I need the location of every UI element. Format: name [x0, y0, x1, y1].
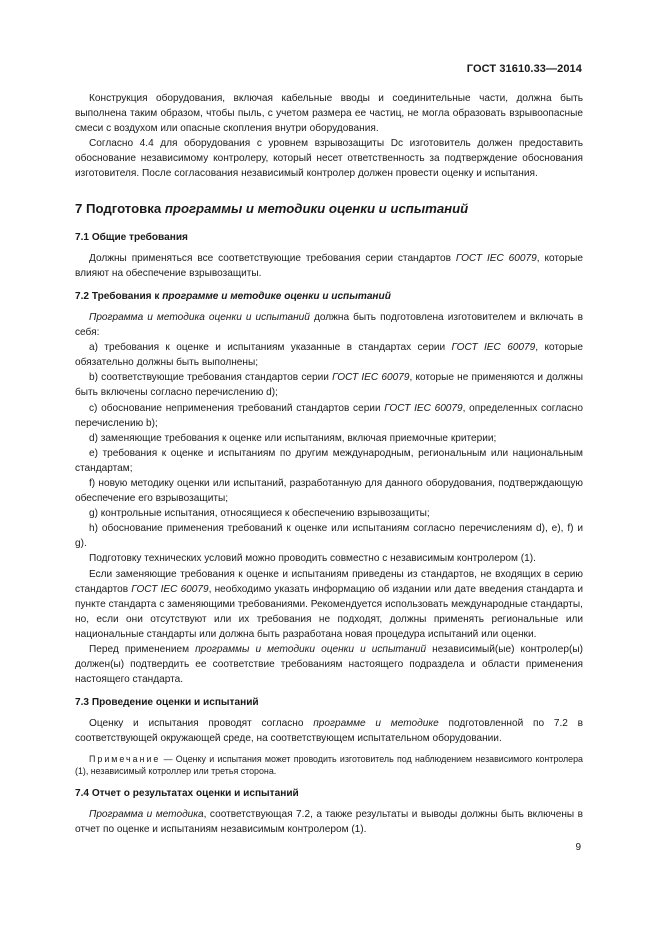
intro-paragraph-1: Конструкция оборудования, включая кабельные вводы и соединительные части, должна быть выполнена таким образом, чтобы пыль, с учетом размера ее частиц, не могла образовать взрывоопасные смеси с воздухом или опасные скопления внутри оборудования.: [75, 93, 583, 135]
subsection-7-3-paragraph: Оценку и испытания проводят согласно программе и методике подготовленной по 7.2 в соответствующей окружающей среде, на соответствующем испытательном оборудовании.: [75, 718, 583, 745]
page-number: 9: [575, 842, 581, 853]
list-item-c: c) обоснование неприменения требований стандартов серии ГОСТ IEC 60079, определенных согласно перечислению b);: [75, 402, 583, 429]
section-7-title-plain: Подготовка: [86, 200, 165, 216]
page-content: [75, 91, 583, 837]
note-label: Примечание: [89, 753, 161, 764]
section-7-heading: [75, 201, 583, 217]
subsection-7-4-heading: 7.4 Отчет о результатах оценки и испытаний: [75, 788, 299, 800]
list-item-h: h) обоснование применения требований к оценке или испытаниям согласно перечислениям d), e), f) и g).: [75, 523, 583, 550]
paragraph-replacement-requirements: Если заменяющие требования к оценке и испытаниям приведены из стандартов, не входящих в серию стандартов ГОСТ IEC 60079, необходимо указать информацию об издании или дате введения стандарта и пункте стандарта с заменяющими требованиями. Рекомендуется использовать международные стандарты, но, если они отсутствуют или их требования не подходят, должны применять региональные или национальные стандарты или должна быть разработана новая процедура испытаний или оценки.: [75, 568, 583, 640]
list-item-d: d) заменяющие требования к оценке или испытаниям, включая приемочные критерии;: [89, 432, 497, 444]
paragraph-before-application: Перед применением программы и методики оценки и испытаний независимый(ые) контролер(ы) должен(ы) подтвердить ее соответствие требованиям настоящего подраздела и области применения настоящего стандарта.: [75, 644, 583, 686]
note: Примечание — Оценку и испытания может проводить изготовитель под наблюдением независимого контролера (1), независимый котроллер или третья сторона.: [75, 753, 583, 777]
list-item-a: a) требования к оценке и испытаниям указанные в стандартах серии ГОСТ IEC 60079, которые обязательно должны быть выполнены;: [75, 342, 583, 369]
subsection-7-1-heading: 7.1 Общие требования: [75, 231, 188, 243]
standard-header: ГОСТ 31610.33—2014: [466, 63, 582, 75]
subsection-7-2-heading: 7.2 Требования к программе и методике оценки и испытаний: [75, 290, 391, 302]
subsection-7-1-paragraph: Должны применяться все соответствующие требования серии стандартов ГОСТ IEC 60079, которые влияют на обеспечение взрывозащиты.: [75, 252, 584, 279]
intro-paragraph-2: Согласно 4.4 для оборудования с уровнем взрывозащиты Dc изготовитель должен предоставить обоснование независимому контролеру, который несет ответственность за подтверждение обоснования изготовителя. После согласования независимый контролер должен провести оценку и испытания.: [75, 138, 583, 180]
subsection-7-3-heading: 7.3 Проведение оценки и испытаний: [75, 697, 259, 709]
list-item-g: g) контрольные испытания, относящиеся к обеспечению взрывозащиты;: [89, 508, 430, 520]
section-7-number: 7: [75, 200, 83, 216]
paragraph-technical-conditions: Подготовку технических условий можно проводить совместно с независимым контролером (1).: [89, 553, 536, 565]
list-item-b: b) соответствующие требования стандартов серии ГОСТ IEC 60079, которые не применяются и должны быть включены согласно перечислению d);: [75, 372, 583, 399]
subsection-7-2-intro: Программа и методика оценки и испытаний должна быть подготовлена изготовителем и включать в себя:: [75, 311, 583, 339]
list-item-e: e) требования к оценке и испытаниям по другим международным, региональным или национальным стандартам;: [75, 447, 583, 474]
list-item-f: f) новую методику оценки или испытаний, разработанную для данного оборудования, подтверждающую обеспечение его взрывозащиты;: [75, 477, 583, 505]
subsection-7-4-paragraph: Программа и методика, соответствующая 7.2, а также результаты и выводы должны быть включены в отчет по оценке и испытаниям независимым контролером (1).: [75, 809, 583, 836]
section-7-title-italic: программы и методики оценки и испытаний: [164, 200, 469, 216]
